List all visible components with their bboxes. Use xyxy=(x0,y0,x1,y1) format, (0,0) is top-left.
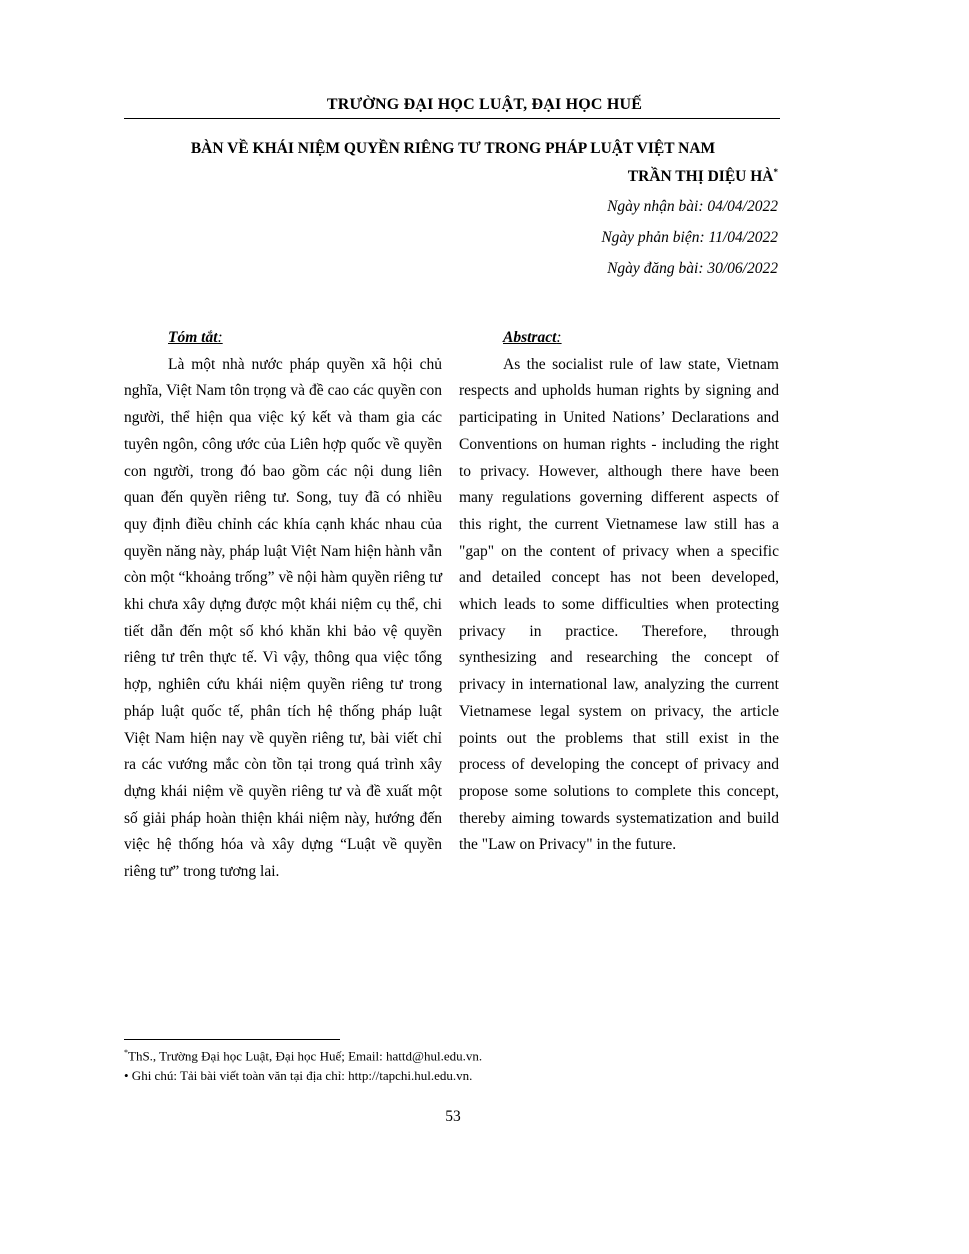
author-footnote-mark: * xyxy=(773,167,778,177)
abstract-column xyxy=(459,325,779,859)
footnote-rule xyxy=(124,1039,340,1040)
summary-heading xyxy=(168,325,442,352)
article-title: BÀN VỀ KHÁI NIỆM QUYỀN RIÊNG TƯ TRONG PHÁP LUẬT VIỆT NAM xyxy=(190,140,716,157)
footnote-mark: * xyxy=(124,1048,128,1057)
summary-column xyxy=(124,325,442,886)
author-name xyxy=(628,167,778,186)
page-number: 53 xyxy=(445,1108,461,1125)
date-published: Ngày đăng bài: 30/06/2022 xyxy=(607,260,778,277)
footnote-author xyxy=(124,1048,482,1064)
date-reviewed: Ngày phản biện: 11/04/2022 xyxy=(601,229,778,246)
abstract-text: As the socialist rule of law state, Vietnam respects and upholds human rights by signing and participating in United Nations’ Declarations and Conventions on human rights - including the right to privacy. However, although there have been many regulations governing different aspects of this right, the current Vietnamese law still has a "gap" on the content of privacy when a specific and detailed concept has not been developed, which leads to some difficulties when protecting privacy in practice. Therefore, through synthesizing and researching the concept of privacy in international law, analyzing the current Vietnamese legal system on privacy, the article points out the problems that still exist in the process of developing the concept of privacy and propose some solutions to complete this concept, thereby aiming towards systematization and build the "Law on Privacy" in the future. xyxy=(459,355,779,854)
abstract-heading-text: Abstract xyxy=(503,329,557,346)
header-rule xyxy=(124,118,780,119)
abstract-heading-colon: : xyxy=(556,329,562,346)
date-received: Ngày nhận bài: 04/04/2022 xyxy=(607,198,778,215)
abstract-heading xyxy=(503,325,779,352)
footnote-author-text: ThS., Trường Đại học Luật, Đại học Huế; Email: hattd@hul.edu.vn. xyxy=(128,1048,483,1064)
summary-text: Là một nhà nước pháp quyền xã hội chủ nghĩa, Việt Nam tôn trọng và đề cao các quyền con người, thể hiện qua việc ký kết và tham gia các tuyên ngôn, công ước của Liên hợp quốc về quyền con người, trong đó bao gồm các nội dung liên quan đến quyền riêng tư. Song, tuy đã có nhiều quy định điều chỉnh các khía cạnh khác nhau của quyền năng này, pháp luật Việt Nam hiện hành vẫn còn một “khoảng trống” về nội hàm quyền riêng tư khi chưa xây dựng được một khái niệm cụ thể, chi tiết dẫn đến một số khó khăn khi bảo vệ quyền riêng tư trên thực tế. Vì vậy, thông qua việc tổng hợp, nghiên cứu khái niệm quyền riêng tư trong pháp luật quốc tế, phân tích hệ thống pháp luật Việt Nam hiện nay về quyền riêng tư, bài viết chỉ ra các vướng mắc còn tồn tại trong quá trình xây dựng khái niệm về quyền riêng tư và đề xuất một số giải pháp hoàn thiện khái niệm này, hướng đến việc hệ thống hóa và xây dựng “Luật về quyền riêng tư” trong tương lai. xyxy=(124,355,442,881)
footnote-download: • Ghi chú: Tải bài viết toàn văn tại địa chỉ: http://tapchi.hul.edu.vn. xyxy=(124,1068,473,1083)
summary-heading-colon: : xyxy=(217,329,223,346)
journal-header: TRƯỜNG ĐẠI HỌC LUẬT, ĐẠI HỌC HUẾ xyxy=(326,96,643,113)
summary-heading-text: Tóm tắt xyxy=(168,329,218,346)
author-name-text: TRẦN THỊ DIỆU HÀ xyxy=(627,168,774,186)
